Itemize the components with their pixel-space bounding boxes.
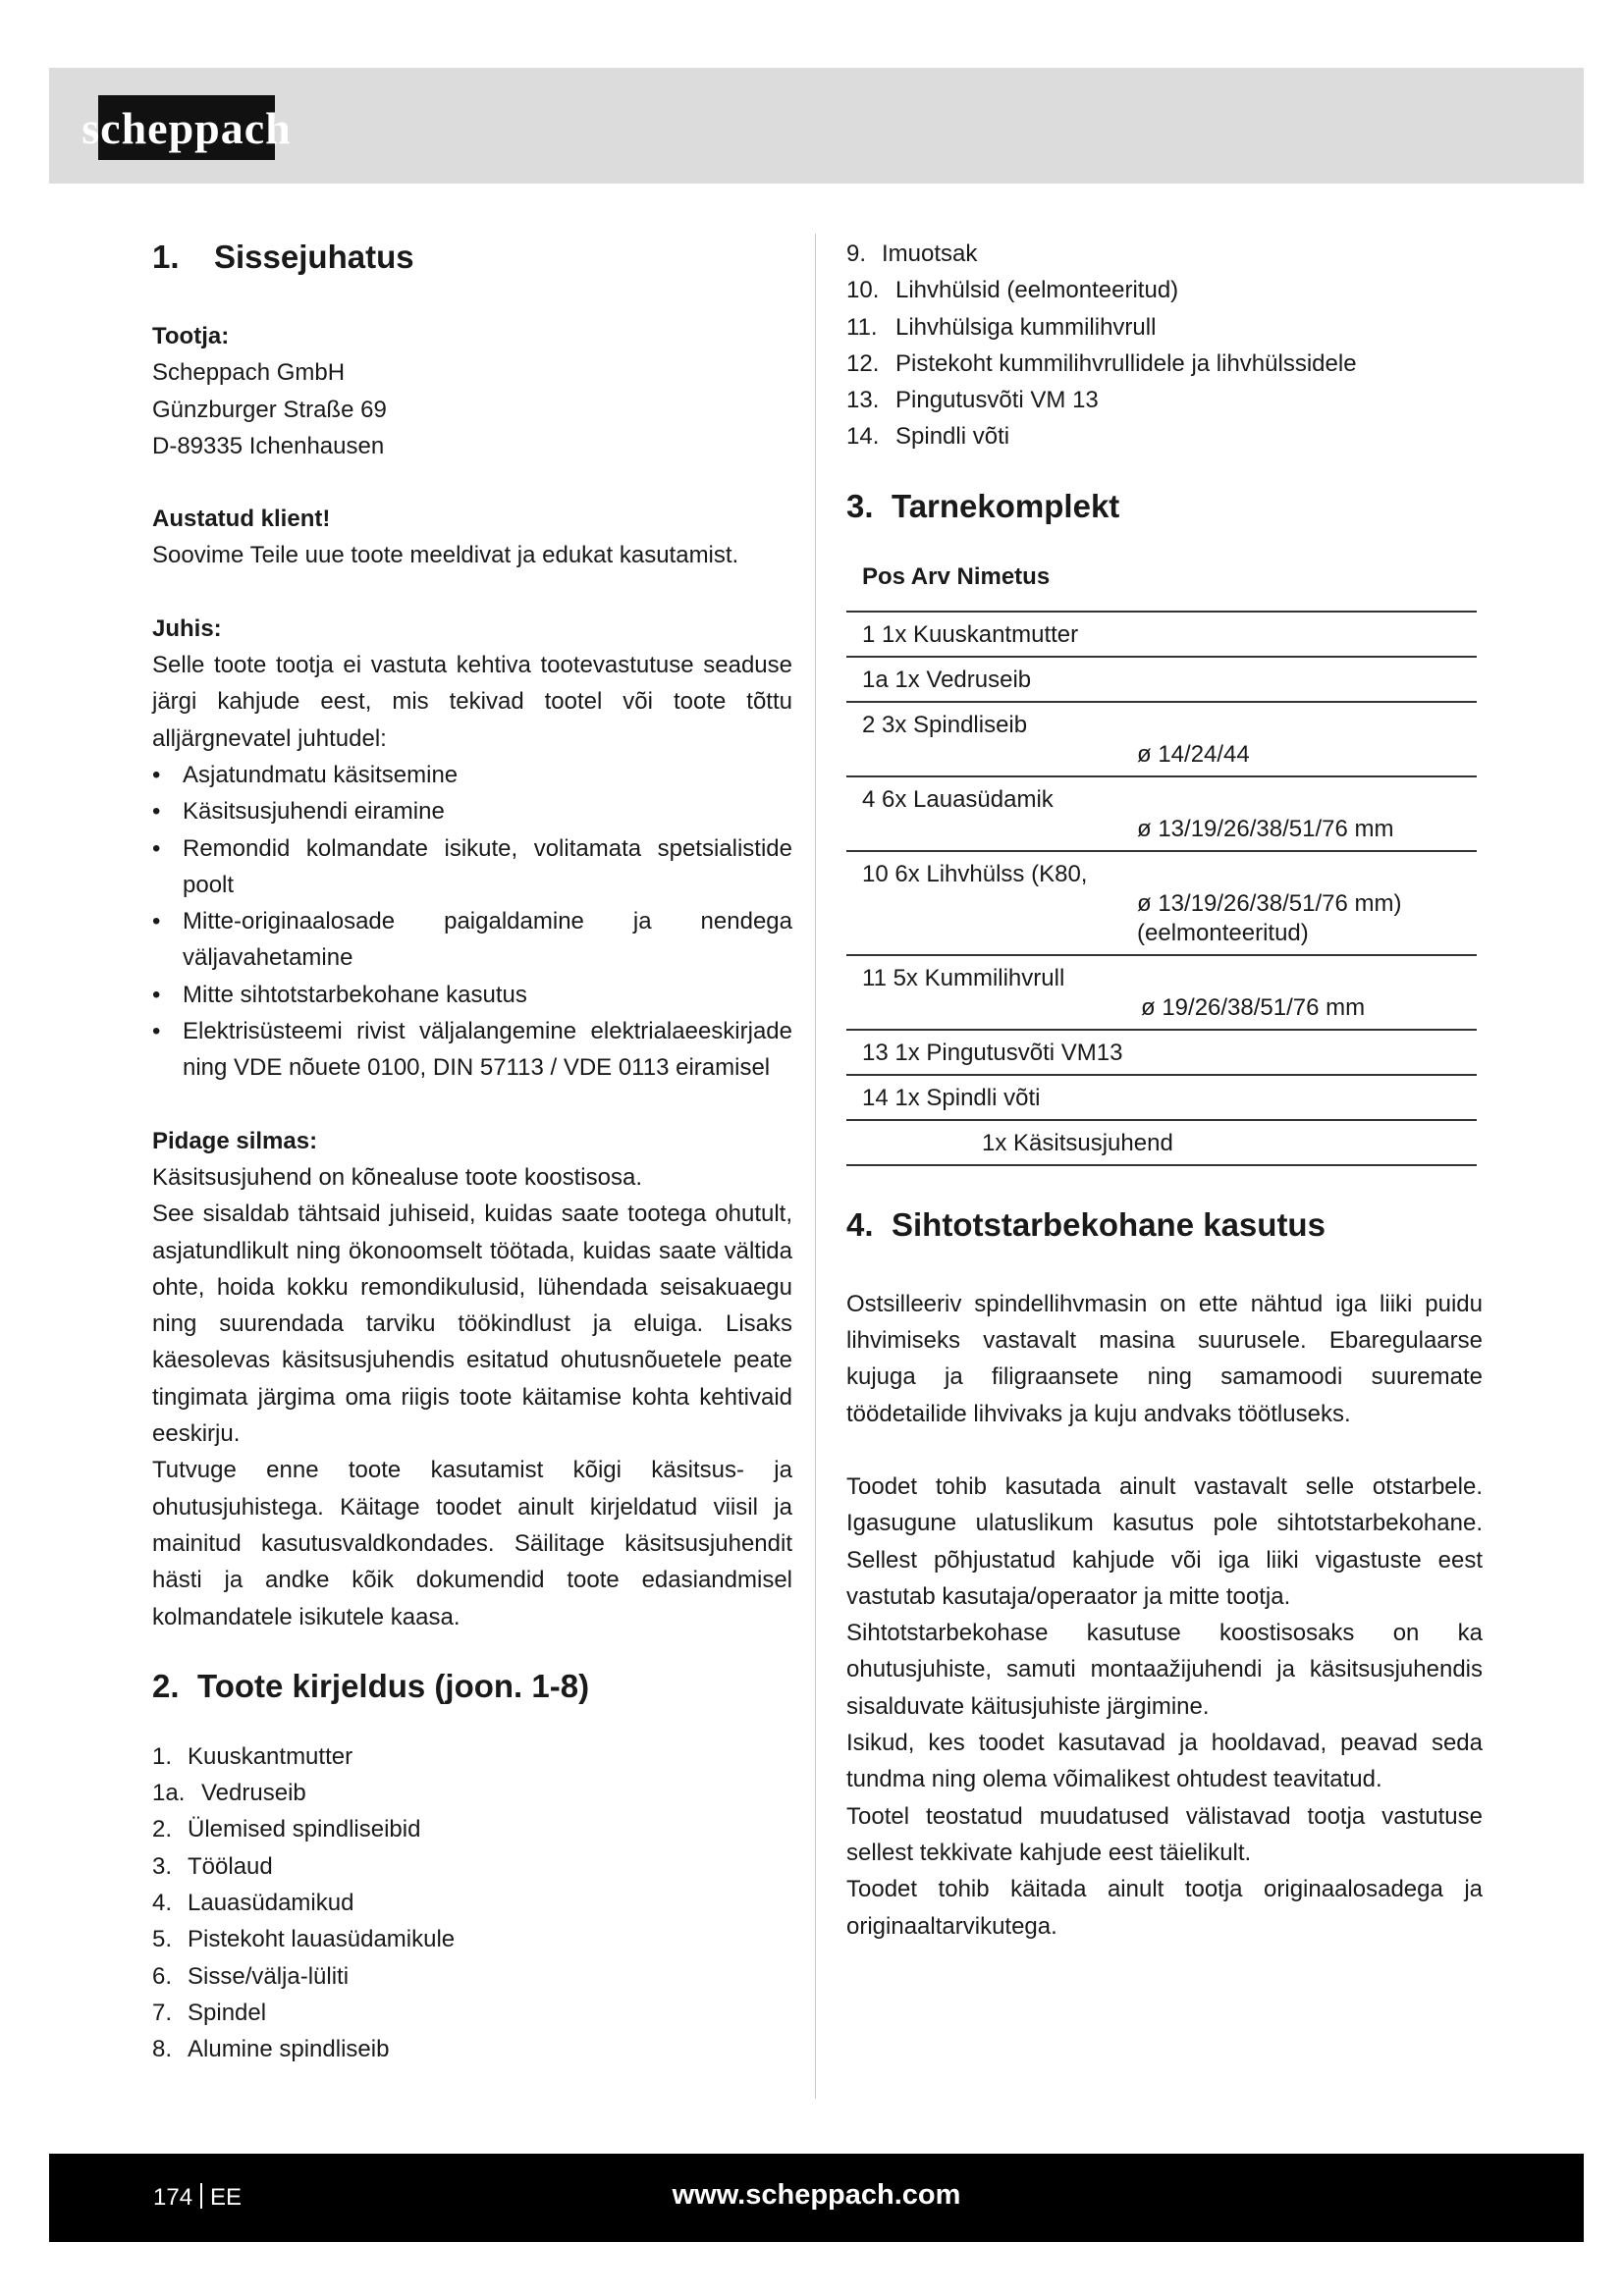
right-column bbox=[846, 236, 1483, 1945]
intended-use-text: Toodet tohib käitada ainult tootja originaalosadega ja originaaltarvikutega. bbox=[846, 1876, 1483, 1940]
intended-use-text: Toodet tohib kasutada ainult vastavalt selle otstarbele. Igasugune ulatuslikum kasutus pole sihtotstarbekohane. Sellest põhjustatud kahjude või iga liiki vigastuste eest vastutab kasutaja/operaator ja mitte tootja. bbox=[846, 1472, 1483, 1610]
customer-label: Austatud klient! bbox=[152, 506, 331, 533]
list-item: 7. Spindel bbox=[152, 1999, 267, 2026]
header-bar bbox=[49, 68, 1584, 184]
list-item: 12. Pistekoht kummilihvrullidele ja lihvhülssidele bbox=[846, 349, 1357, 377]
list-item: 2. Ülemised spindliseibid bbox=[152, 1816, 421, 1843]
list-item: • Elektrisüsteemi rivist väljalangemine elektrialaeeskirjade ning VDE nõuete 0100, DIN 57113 / VDE 0113 eiramisel bbox=[152, 1018, 792, 1082]
table-row: 14 1x Spindli võti bbox=[846, 1076, 1477, 1121]
table-row: 1a 1x Vedruseib bbox=[846, 658, 1477, 703]
list-item: 6. Sisse/välja-lüliti bbox=[152, 1962, 350, 1990]
list-item: 1a. Vedruseib bbox=[152, 1780, 306, 1807]
footer-bar bbox=[49, 2154, 1584, 2242]
page-number: 174 EE bbox=[153, 2184, 243, 2211]
list-item: • Asjatundmatu käsitsemine bbox=[152, 761, 459, 788]
table-row: 4 6x Lauasüdamik ø 13/19/26/38/51/76 mm bbox=[846, 777, 1477, 852]
list-item: 14. Spindli võti bbox=[846, 423, 1010, 451]
section-heading-intro: 1. Sissejuhatus bbox=[152, 239, 414, 275]
intended-use-text: Tootel teostatud muudatused välistavad tootja vastutuse sellest tekkivate kahjude eest täielikult. bbox=[846, 1802, 1483, 1866]
attention-text: See sisaldab tähtsaid juhiseid, kuidas saate tootega ohutult, asjatundlikult ning ökonoomselt töötada, kuidas saate vältida ohte, hoida kokku remondikulusid, lühendada seisakuaegu ning suurendada tarviku töökindlust ja eluiga. Lisaks käesolevas käsitsusjuhendis esitatud ohutusnõuetele peate tingimata järgima oma riigis toote käitamise kohta kehtivaid eeskirju. bbox=[152, 1201, 792, 1448]
table-row: 1 1x Kuuskantmutter bbox=[846, 613, 1477, 658]
list-item: 9. Imuotsak bbox=[846, 240, 978, 267]
list-item: 8. Alumine spindliseib bbox=[152, 2036, 390, 2063]
note-label: Juhis: bbox=[152, 614, 222, 642]
list-item: • Käsitsusjuhendi eiramine bbox=[152, 798, 445, 826]
column-divider bbox=[815, 234, 816, 2099]
manufacturer-line: Scheppach GmbH bbox=[152, 359, 346, 387]
section-heading-intended-use: 4. Sihtotstarbekohane kasutus bbox=[846, 1205, 1326, 1243]
intended-use-text: Isikud, kes toodet kasutavad ja hooldavad, peavad seda tundma ning olema võimalikest ohtudest teavitatud. bbox=[846, 1730, 1483, 1793]
table-row: 13 1x Pingutusvõti VM13 bbox=[846, 1031, 1477, 1076]
table-row: 10 6x Lihvhülss (K80, ø 13/19/26/38/51/76 mm) (eelmonteeritud) bbox=[846, 852, 1477, 956]
manufacturer-line: Günzburger Straße 69 bbox=[152, 396, 387, 423]
left-column bbox=[152, 236, 792, 2067]
footer-url: www.scheppach.com bbox=[672, 2179, 961, 2211]
delivery-table bbox=[846, 550, 1477, 1166]
intended-use-text: Sihtotstarbekohase kasutuse koostisosaks on ka ohutusjuhiste, samuti montaažijuhendi ja käsitsusjuhendis sisalduvate käitusjuhiste järgimine. bbox=[846, 1620, 1483, 1720]
table-row: 11 5x Kummilihvrull ø 19/26/38/51/76 mm bbox=[846, 956, 1477, 1031]
table-header: Pos Arv Nimetus bbox=[846, 550, 1477, 613]
manufacturer-label: Tootja: bbox=[152, 323, 230, 349]
parts-list-continued bbox=[846, 236, 1483, 455]
list-item: 13. Pingutusvõti VM 13 bbox=[846, 387, 1099, 414]
parts-list bbox=[152, 1738, 792, 2068]
note-bullet-list bbox=[152, 757, 792, 1087]
list-item: 1. Kuuskantmutter bbox=[152, 1742, 353, 1770]
list-item: • Remondid kolmandate isikute, volitamata spetsialistide poolt bbox=[152, 834, 792, 898]
scheppach-logo: scheppach bbox=[98, 95, 275, 160]
intended-use-text: Ostsilleeriv spindellihvmasin on ette nähtud iga liiki puidu lihvimiseks vastavalt masina suurusele. Ebaregulaarse kujuga ja filigraansete ning samamoodi suuremate töödetailide lihvivaks ja kuju andvaks töötluseks. bbox=[846, 1290, 1483, 1427]
table-row: 1x Käsitsusjuhend bbox=[846, 1121, 1477, 1166]
attention-text: Käsitsusjuhend on kõnealuse toote koostisosa. bbox=[152, 1163, 642, 1191]
list-item: 3. Töölaud bbox=[152, 1852, 273, 1880]
list-item: 5. Pistekoht lauasüdamikule bbox=[152, 1926, 456, 1953]
list-item: • Mitte sihtotstarbekohane kasutus bbox=[152, 981, 527, 1008]
customer-text: Soovime Teile uue toote meeldivat ja edukat kasutamist. bbox=[152, 542, 739, 569]
list-item: 11. Lihvhülsiga kummilihvrull bbox=[846, 313, 1157, 341]
manufacturer-line: D-89335 Ichenhausen bbox=[152, 432, 385, 459]
note-text: Selle toote tootja ei vastuta kehtiva tootevastutuse seaduse järgi kahjude eest, mis tekivad tootel või toote tõttu alljärgnevatel juhtudel: bbox=[152, 652, 792, 752]
section-heading-description: 2. Toote kirjeldus (joon. 1-8) bbox=[152, 1667, 590, 1704]
attention-text: Tutvuge enne toote kasutamist kõigi käsitsus- ja ohutusjuhistega. Käitage toodet ainult kirjeldatud viisil ja mainitud kasutusvaldkondades. Säilitage käsitsusjuhendit hästi ja andke kõik dokumendid toote edasiandmisel kolmandatele isikutele kaasa. bbox=[152, 1457, 792, 1630]
list-item: 10. Lihvhülsid (eelmonteeritud) bbox=[846, 277, 1179, 304]
section-heading-delivery: 3. Tarnekomplekt bbox=[846, 487, 1120, 524]
attention-label: Pidage silmas: bbox=[152, 1127, 318, 1154]
table-row: 2 3x Spindliseib ø 14/24/44 bbox=[846, 703, 1477, 777]
list-item: • Mitte-originaalosade paigaldamine ja nendega väljavahetamine bbox=[152, 908, 792, 972]
list-item: 4. Lauasüdamikud bbox=[152, 1889, 354, 1916]
